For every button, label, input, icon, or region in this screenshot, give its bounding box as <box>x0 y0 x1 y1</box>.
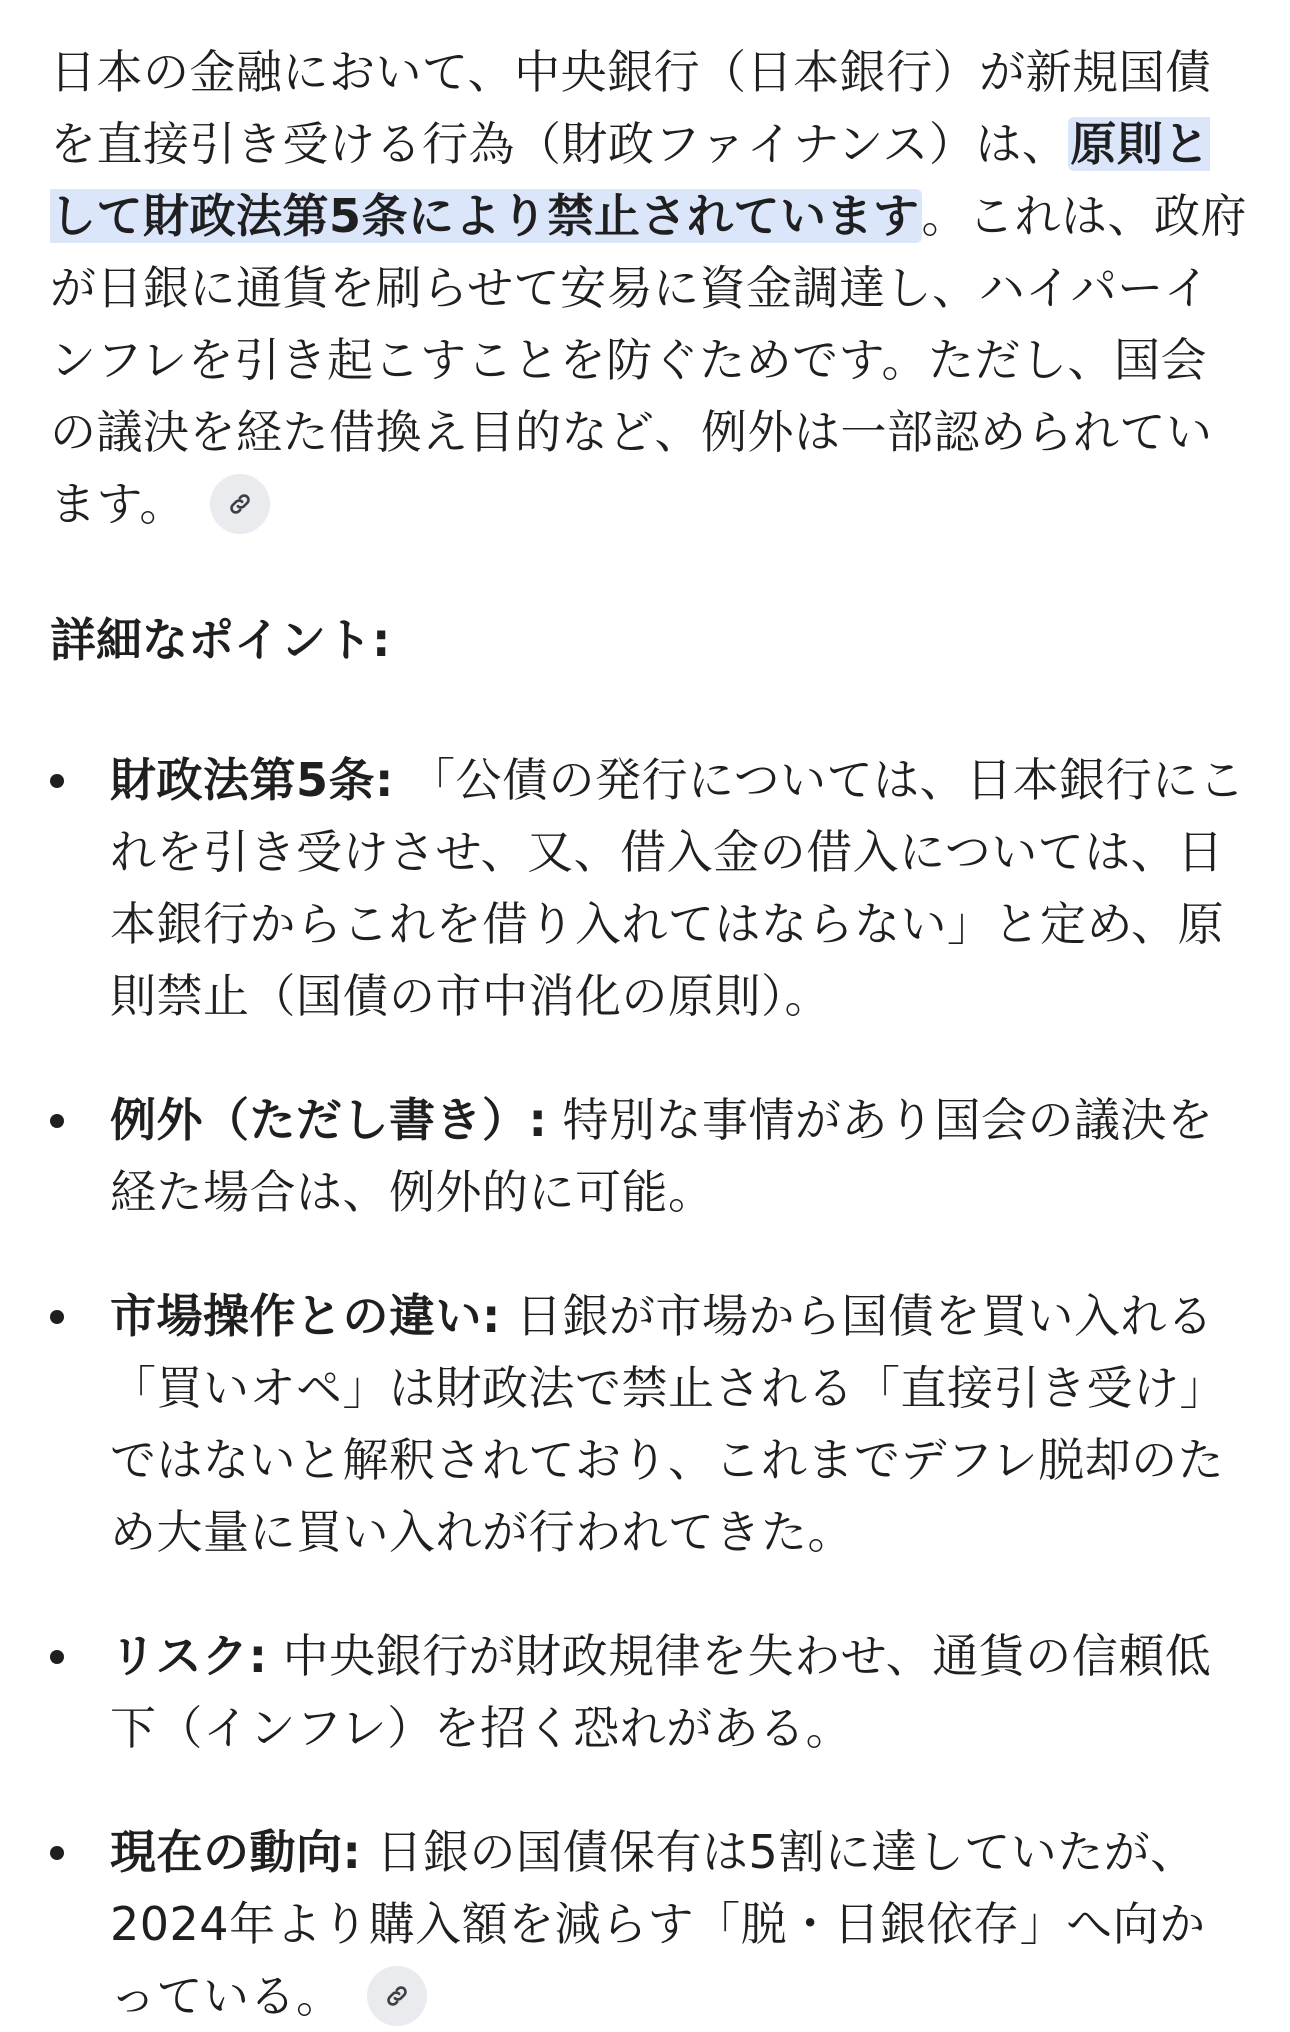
source-link-button[interactable] <box>210 474 270 534</box>
bullet-icon <box>50 1114 64 1128</box>
list-item <box>50 1280 1250 1568</box>
point-text: 特別な事情があり国会の議決を経た場合は、例外的に可能。 <box>110 1093 1214 1219</box>
bullet-icon <box>50 1310 64 1324</box>
point-text: 日銀が市場から国債を買い入れる「買いオペ」は財政法で禁止される「直接引き受け」ではないと解釈されており、これまでデフレ脱却のため大量に買い入れが行われてきた。 <box>110 1289 1226 1559</box>
link-icon <box>384 1983 410 2009</box>
link-icon <box>227 491 253 517</box>
point-text: 「公債の発行については、日本銀行にこれを引き受けさせ、又、借入金の借入については、日本銀行からこれを借り入れてはならない」と定め、原則禁止（国債の市中消化の原則）。 <box>110 753 1246 1023</box>
source-link-button[interactable] <box>367 1966 427 2026</box>
list-item <box>50 1620 1250 1764</box>
bullet-icon <box>50 1846 64 1860</box>
intro-text-before: 日本の金融において、中央銀行（日本銀行）が新規国債を直接引き受ける行為（財政ファイナンス）は、 <box>50 45 1212 171</box>
point-label: 現在の動向: <box>110 1825 362 1879</box>
point-label: 市場操作との違い: <box>110 1289 501 1343</box>
list-item <box>50 1816 1250 2032</box>
point-label: 財政法第5条: <box>110 753 394 807</box>
list-item <box>50 744 1250 1032</box>
point-text: 中央銀行が財政規律を失わせ、通貨の信頼低下（インフレ）を招く恐れがある。 <box>110 1629 1212 1755</box>
section-heading: 詳細なポイント: <box>50 613 391 667</box>
point-text: 日銀の国債保有は5割に達していたが、2024年より購入額を減らす「脱・日銀依存」へ向かっている。 <box>110 1825 1206 2023</box>
bullet-icon <box>50 1650 64 1664</box>
highlighted-text: 原則として財政法第5条により禁止されています <box>50 117 1210 243</box>
intro-paragraph <box>50 36 1250 540</box>
points-list <box>50 744 1250 2032</box>
list-item <box>50 1084 1250 1228</box>
point-label: 例外（ただし書き）: <box>110 1093 548 1147</box>
point-label: リスク: <box>110 1629 268 1683</box>
intro-text-after: 。これは、政府が日銀に通貨を刷らせて安易に資金調達し、ハイパーインフレを引き起こすことを防ぐためです。ただし、国会の議決を経た借換え目的など、例外は一部認められています。 <box>50 189 1248 531</box>
bullet-icon <box>50 774 64 788</box>
